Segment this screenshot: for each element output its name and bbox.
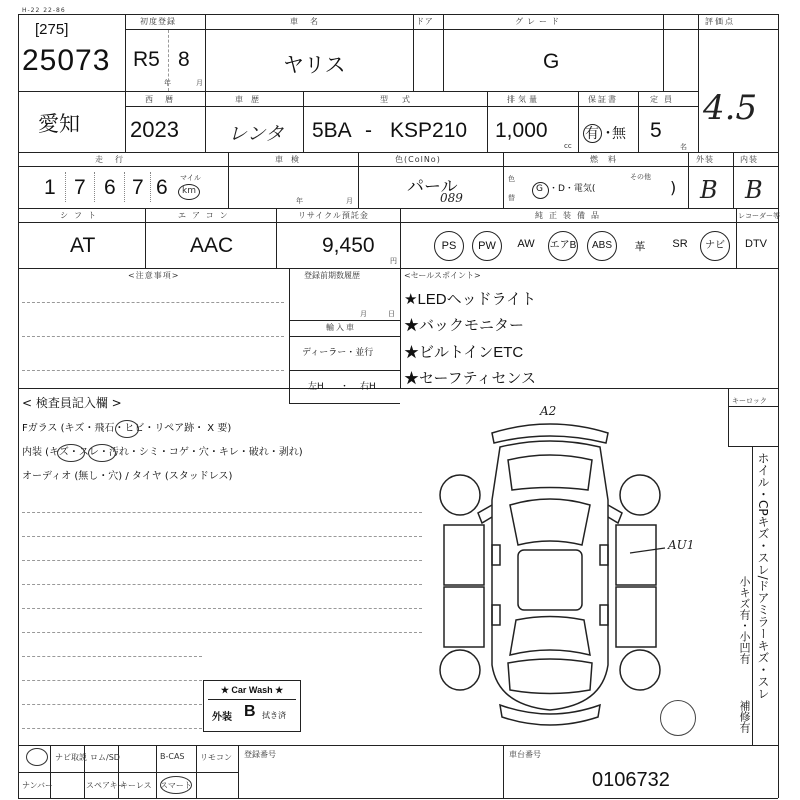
inspector-line-2: 内装 (キズ・スレ・汚れ・シミ・コゲ・穴・キレ・破れ・剥れ) (22, 447, 303, 458)
lot-number: 25073 (22, 44, 111, 77)
import-left: 左H (308, 382, 324, 392)
col-s (400, 208, 401, 388)
col-m (358, 152, 359, 208)
spare-wheel-circle (660, 700, 696, 736)
mileage-digit-3: 6 (104, 176, 116, 199)
capacity-unit: 名 (680, 143, 687, 151)
col-n (503, 152, 504, 208)
col-f (698, 14, 699, 152)
bottom-section-top (18, 745, 778, 746)
vertical-note-1: ホイル・CPキズ・スレ/ドアミラーキズ・スレ (756, 452, 770, 700)
col-e (663, 14, 664, 91)
model-dash: - (365, 119, 372, 142)
mileage-sep-1 (65, 172, 66, 202)
aircon-value: AAC (190, 234, 234, 257)
col-r (276, 208, 277, 268)
keylock-left (728, 388, 729, 446)
carwash-divider (208, 699, 296, 700)
col-q (145, 208, 146, 268)
chassis-no-label: 車台番号 (509, 750, 541, 759)
bottom-item-7: キーレス (120, 781, 152, 790)
row3-bottom (18, 208, 778, 209)
row2-bottom (18, 152, 778, 153)
bottom-handwritten-circle-1 (26, 748, 48, 766)
lot-small: [275] (35, 21, 69, 38)
warranty-none: 無 (612, 125, 626, 141)
col-b (205, 14, 206, 91)
equip-abs: ABS (587, 231, 617, 261)
mileage-digit-1: 1 (44, 176, 56, 199)
recycle-unit: 円 (390, 257, 397, 265)
fuel-close: ) (670, 178, 677, 197)
row1-bottom (18, 91, 698, 92)
col-i (487, 91, 488, 152)
recycle-value: 9,450 (322, 234, 375, 257)
warranty-has: 有 (585, 125, 599, 141)
top-border (18, 14, 778, 15)
note-line-2 (22, 336, 284, 337)
reghist-bottom (289, 320, 400, 321)
right-border (778, 14, 779, 798)
row4-sub-line (18, 222, 778, 223)
col-k (638, 91, 639, 152)
carwash-title: ★ Car Wash ★ (220, 685, 284, 695)
car-reg-no-label: 登録番号 (244, 750, 276, 759)
diagram-mark-front: A2 (540, 404, 557, 418)
carwash-grade: B (244, 703, 256, 720)
sales-points-label: <セールスポイント> (404, 271, 481, 280)
color-label-2: 替 (508, 194, 515, 202)
reg-history-month: 月 (360, 310, 367, 318)
mileage-sep-4 (150, 172, 151, 202)
warranty-label: 保証書 (588, 95, 618, 104)
car-name-label: 車名 (290, 17, 330, 26)
insp-line-4 (22, 512, 422, 513)
row4-bottom (18, 268, 778, 269)
recycle-label: リサイクル預託金 (298, 211, 369, 220)
keylock-label: キーロック (732, 397, 767, 405)
reg-history-label: 登録前期数履歴 (304, 271, 360, 280)
carwash-prefix: 外装 (212, 712, 232, 723)
shift-label: シフト (60, 211, 102, 220)
first-reg-month-unit: 月 (196, 79, 203, 87)
first-reg-divider (168, 30, 169, 91)
import-right: 右H (360, 382, 376, 392)
first-reg-year-unit: 年 (164, 79, 171, 87)
col-o (688, 152, 689, 208)
equip-navi: ナビ (700, 231, 730, 261)
bottom-item-2: ロム/SD (90, 753, 120, 762)
first-reg-era: R5 (133, 48, 160, 71)
interior-scratch-circle (57, 444, 85, 462)
note-line-1 (22, 302, 284, 303)
equip-ps: PS (434, 231, 464, 261)
bottom-item-4: リモコン (200, 753, 232, 762)
notes-bottom (18, 388, 778, 389)
col-d (443, 14, 444, 91)
mileage-sep-3 (124, 172, 125, 202)
row3-sub-line (18, 166, 778, 167)
inspector-label: < 検査員記入欄 > (22, 396, 122, 410)
insp-line-5 (22, 536, 422, 537)
bottom-col-1 (238, 745, 239, 798)
vertical-note-3: 補修有 (738, 700, 751, 733)
body-history: レンタ (228, 123, 284, 145)
grade-label: グレード (515, 17, 563, 26)
mileage-digit-2: 7 (74, 176, 86, 199)
fuel-other-label: その他 (630, 173, 651, 181)
bottom-item-1: ナビ取説 (55, 753, 87, 762)
col-j (578, 91, 579, 152)
score-label: 評価点 (705, 17, 735, 26)
insp-line-13 (22, 728, 202, 729)
year-western: 2023 (130, 117, 179, 142)
mileage-digit-5: 6 (156, 176, 168, 199)
model-code: KSP210 (390, 119, 468, 142)
doors-label: ドア (416, 17, 434, 26)
insp-line-9 (22, 632, 422, 633)
year-western-label: 西暦 (145, 95, 185, 104)
bottom-mid-line (18, 772, 238, 773)
col-p (733, 152, 734, 208)
import-header-line (289, 336, 400, 337)
fuel-rest: ・D・電気( (549, 184, 596, 194)
note-line-3 (22, 370, 284, 371)
bottom-item-8: スマート (160, 781, 192, 790)
equipment-label: 純正装備品 (535, 211, 605, 220)
shift-value: AT (70, 234, 96, 257)
equip-dtv: DTV (745, 238, 767, 250)
insp-line-12 (22, 704, 202, 705)
col-h (303, 91, 304, 152)
exterior-rating: B (700, 176, 718, 204)
reg-history-day: 日 (388, 310, 395, 318)
model-label: 型式 (380, 95, 424, 104)
row2-sub-line (125, 106, 698, 107)
col-g (205, 91, 206, 152)
bottom-item-3: B-CAS (160, 752, 185, 761)
sales-point-1: ★LEDヘッドライト (404, 291, 537, 308)
capacity-value: 5 (650, 119, 662, 142)
insp-line-10 (22, 656, 202, 657)
col-c (413, 14, 414, 91)
import-dot: ・ (340, 382, 350, 392)
vertical-note-2: 小キズ有・小凹有 (738, 576, 751, 664)
equip-pw: PW (472, 231, 502, 261)
equip-leather: 革 (634, 241, 646, 253)
inspection-year-unit: 年 (296, 197, 303, 205)
tiny-top-code: H-22 22-86 (22, 7, 66, 14)
col-a (125, 14, 126, 152)
col-l (228, 152, 229, 208)
sales-point-4: ★セーフティセンス (404, 370, 537, 387)
bottom-border (18, 798, 778, 799)
insp-line-8 (22, 608, 422, 609)
keylock-line (728, 406, 778, 407)
inspector-line-3: オーディオ (無し・穴) / タイヤ (スタッドレス) (22, 471, 233, 482)
keylock-bottom (728, 446, 778, 447)
carwash-box (203, 680, 301, 732)
color-code: 089 (440, 191, 463, 205)
warranty-sep: ・ (601, 125, 615, 141)
import-dealer: ディーラー・並行 (302, 348, 374, 358)
import-label: 輸入車 (326, 323, 356, 332)
vehicle-no-label: 車検 (275, 155, 307, 164)
sales-point-3: ★ビルトインETC (404, 344, 524, 361)
carwash-suffix: 拭き済 (262, 711, 286, 720)
color-label: 色(ColNo) (395, 155, 441, 164)
row1-sub-line (125, 29, 778, 30)
interior-label: 内装 (740, 155, 758, 164)
bottom-item-5: ナンバー (22, 781, 54, 790)
btm-grid-4 (156, 745, 157, 798)
model-prefix: 5BA (312, 119, 352, 142)
notes-label: <注意事項> (128, 271, 180, 280)
region: 愛知 (38, 113, 80, 136)
mileage-unit-km: km (182, 186, 196, 196)
inspector-line-1: Fガラス (キズ・飛石・ヒビ・リペア跡・ X 要) (22, 423, 232, 434)
import-bottom (289, 403, 400, 404)
capacity-label: 定員 (650, 95, 678, 104)
notes-col-divider (752, 446, 753, 745)
color-name: パール (407, 177, 458, 196)
insp-line-11 (22, 680, 202, 681)
mileage-sep-2 (94, 172, 95, 202)
first-reg-month: 8 (178, 48, 190, 71)
mileage-unit-mile: マイル (180, 174, 201, 182)
insp-line-7 (22, 584, 422, 585)
bottom-handwritten-circle-2 (160, 776, 192, 794)
left-border (18, 14, 19, 798)
diagram-mark-side: AU1 (668, 538, 695, 552)
fuel-label: 燃料 (590, 155, 626, 164)
recorder-label: レコーダー等 (738, 212, 780, 220)
grade-value: G (543, 50, 560, 73)
mileage-label: 走行 (95, 155, 135, 164)
interior-scuff-circle (88, 444, 116, 462)
inspection-month-unit: 月 (346, 197, 353, 205)
chassis-number: 0106732 (592, 769, 670, 791)
bottom-col-2 (503, 745, 504, 798)
import-mid-line (289, 370, 400, 371)
col-u (289, 268, 290, 403)
equip-sr: SR (672, 238, 688, 250)
equip-airbag: エアB (548, 231, 578, 261)
fuel-g: G (536, 184, 543, 194)
score-value: 4.5 (703, 88, 758, 128)
sales-point-2: ★バックモニター (404, 317, 525, 334)
body-type-label: 車歴 (235, 95, 267, 104)
car-damage-diagram (430, 405, 670, 740)
bottom-item-6: スペアキー (86, 781, 126, 790)
displacement-unit: cc (564, 142, 572, 150)
exterior-label: 外装 (696, 155, 714, 164)
displacement-value: 1,000 (495, 119, 548, 142)
interior-rating: B (745, 176, 763, 204)
equip-aw: AW (517, 238, 535, 250)
aircon-label: エアコン (178, 211, 234, 220)
btm-grid-5 (196, 745, 197, 798)
fglass-circle-mark (115, 420, 139, 438)
first-reg-label: 初度登録 (140, 17, 176, 26)
displacement-label: 排気量 (507, 95, 540, 104)
color-label-1: 色 (508, 175, 515, 183)
car-name: ヤリス (283, 54, 346, 77)
insp-line-6 (22, 560, 422, 561)
mileage-digit-4: 7 (132, 176, 144, 199)
col-t (736, 208, 737, 268)
